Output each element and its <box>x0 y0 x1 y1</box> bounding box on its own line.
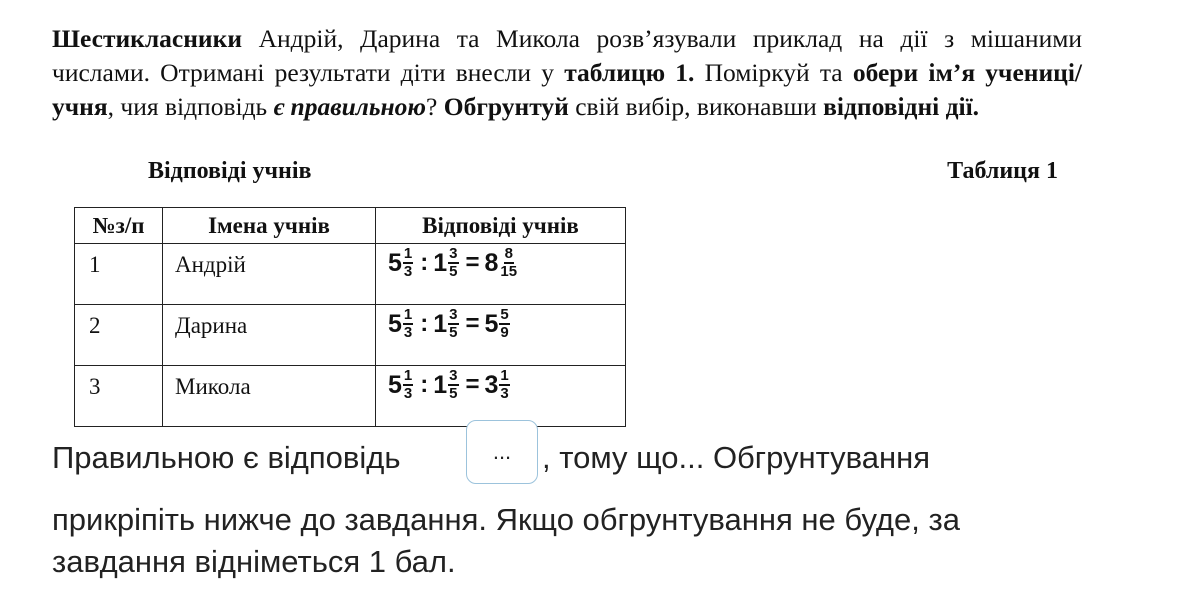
prompt-line-2: прикріпіть нижче до завдання. Якщо обгрунтування не буде, за <box>52 502 960 537</box>
fraction <box>448 368 458 402</box>
table-row <box>75 305 626 366</box>
divide-sign: : <box>420 371 429 398</box>
task-part-11: відповідні дії. <box>823 92 980 121</box>
student-name: Микола <box>163 366 376 427</box>
numerator: 1 <box>500 367 509 384</box>
denominator: 9 <box>500 324 509 341</box>
math-expression <box>388 307 512 341</box>
mixed-whole: 3 <box>484 370 499 399</box>
mixed-whole: 1 <box>433 370 448 399</box>
mixed-whole: 5 <box>388 370 402 399</box>
denominator: 3 <box>403 263 413 280</box>
prompt-text-before-blank: Правильною є відповідь <box>52 440 401 475</box>
numerator: 5 <box>500 306 509 323</box>
row-number: 3 <box>75 366 163 427</box>
fraction <box>403 307 413 341</box>
table-caption-right: Таблиця 1 <box>947 158 1058 184</box>
fraction <box>499 246 518 280</box>
mixed-whole: 8 <box>484 248 499 277</box>
fraction <box>448 246 458 280</box>
divide-sign: : <box>420 249 429 276</box>
fraction <box>499 368 509 402</box>
student-answer <box>376 305 626 366</box>
denominator: 3 <box>500 385 509 402</box>
task-text <box>52 22 1082 124</box>
answers-table <box>74 207 626 427</box>
task-part-10: свій вибір, виконавши <box>568 92 824 121</box>
answer-dropdown[interactable] <box>466 420 538 484</box>
header-names: Імена учнів <box>163 208 376 244</box>
task-part-1: Шестикласники <box>52 24 243 53</box>
table-row <box>75 366 626 427</box>
numerator: 3 <box>449 367 458 384</box>
mixed-whole: 5 <box>484 309 499 338</box>
math-expression <box>388 368 512 402</box>
table-header-row <box>75 208 626 244</box>
fraction <box>499 307 509 341</box>
equals-sign: = <box>465 249 480 276</box>
student-answer <box>376 244 626 305</box>
mixed-whole: 5 <box>388 248 402 277</box>
answer-dropdown-value: ... <box>492 439 512 464</box>
student-name: Дарина <box>163 305 376 366</box>
denominator: 3 <box>403 324 413 341</box>
numerator: 1 <box>403 367 413 384</box>
student-answer <box>376 366 626 427</box>
denominator: 5 <box>449 324 458 341</box>
numerator: 3 <box>449 245 458 262</box>
numerator: 3 <box>449 306 458 323</box>
header-answers: Відповіді учнів <box>376 208 626 244</box>
prompt-line-3: завдання відніметься 1 бал. <box>52 544 456 579</box>
mixed-whole: 1 <box>433 248 448 277</box>
denominator: 15 <box>500 263 518 280</box>
fraction <box>448 307 458 341</box>
math-expression <box>388 246 520 280</box>
denominator: 5 <box>449 385 458 402</box>
task-part-3: таблицю 1. <box>564 58 695 87</box>
task-part-7: є правильною <box>273 92 427 121</box>
task-part-2: Андрій, Дарина та Микола розв’язували приклад на дії з мішаними числами. Отримані результати діти внесли у <box>52 24 1082 87</box>
task-part-8: ? <box>426 92 444 121</box>
equals-sign: = <box>465 310 480 337</box>
task-part-9: Обгрунтуй <box>443 92 569 121</box>
mixed-whole: 5 <box>388 309 402 338</box>
task-part-4: Поміркуй та <box>694 58 853 87</box>
table-caption-left: Відповіді учнів <box>148 158 312 184</box>
prompt-text-after-blank: , тому що... Обгрунтування <box>542 440 931 475</box>
numerator: 8 <box>504 245 513 262</box>
denominator: 5 <box>449 263 458 280</box>
numerator: 1 <box>403 306 413 323</box>
student-name: Андрій <box>163 244 376 305</box>
row-number: 1 <box>75 244 163 305</box>
task-part-6: , чия відповідь <box>107 92 274 121</box>
fraction <box>403 246 413 280</box>
divide-sign: : <box>420 310 429 337</box>
task-part-5: обери ім’я учениці/учня <box>52 58 1083 121</box>
table-row <box>75 244 626 305</box>
equals-sign: = <box>465 371 480 398</box>
mixed-whole: 1 <box>433 309 448 338</box>
fraction <box>403 368 413 402</box>
header-number: №з/п <box>75 208 163 244</box>
numerator: 1 <box>403 245 413 262</box>
row-number: 2 <box>75 305 163 366</box>
denominator: 3 <box>403 385 413 402</box>
